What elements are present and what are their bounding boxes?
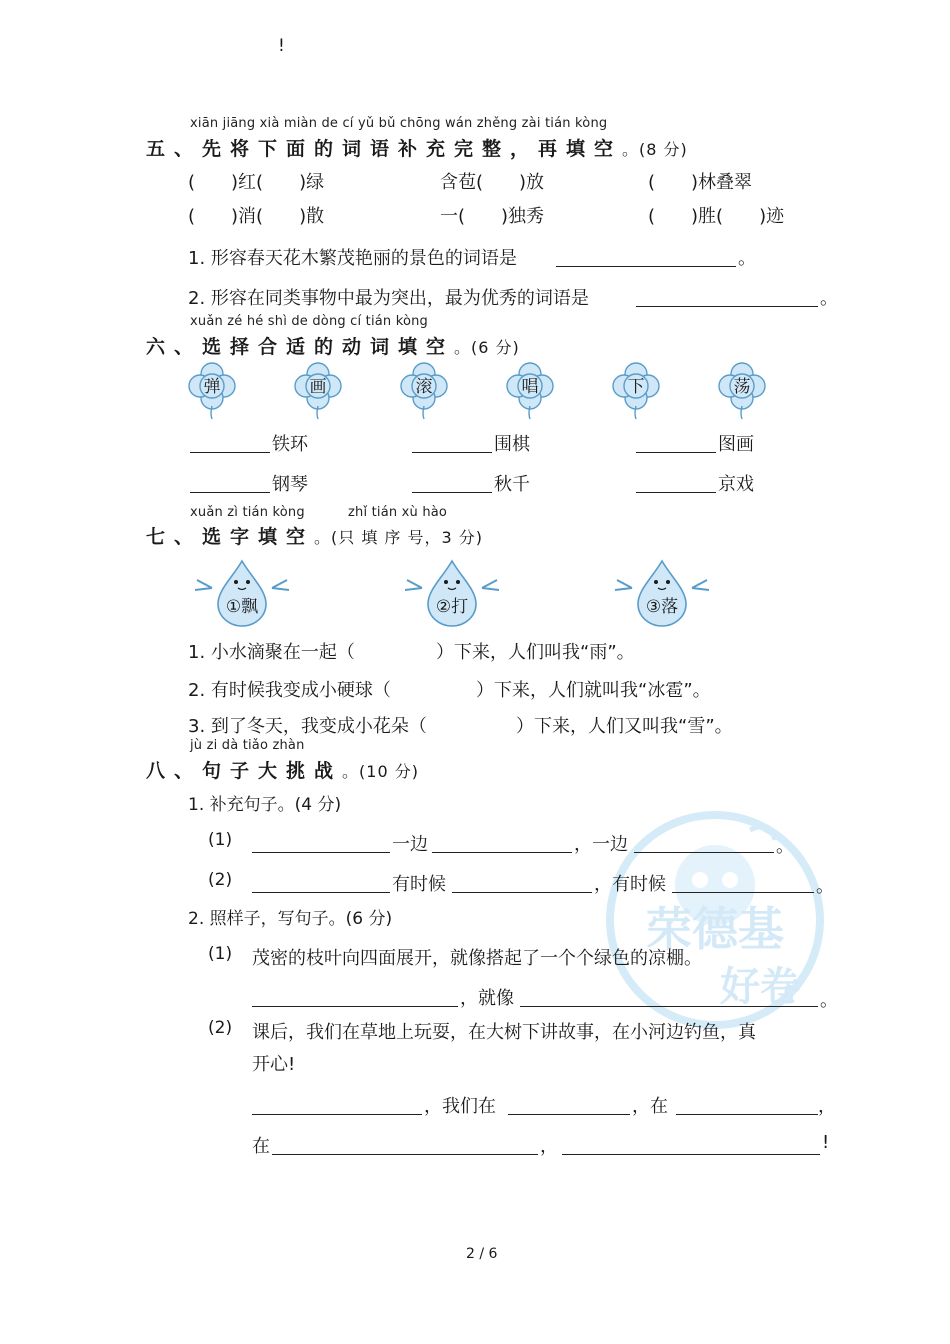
s5-period-1: 。 [738,248,756,269]
s8-ex2-blank-2[interactable] [508,1114,630,1115]
flower-icon-6 [718,362,766,420]
flower-icon-5 [612,362,660,420]
s5-question-1: 1. 形容春天花木繁茂艳丽的景色的词语是 [188,248,517,269]
s5-answer-line-2[interactable] [636,306,818,307]
s8-ex2-blank-3[interactable] [676,1114,818,1115]
section8-pinyin: jù zi dà tiǎo zhàn [190,738,305,753]
s6-blank-r2-1[interactable] [190,492,270,493]
s6-r1-w1: 铁环 [272,434,308,455]
s5-period-2: 。 [820,288,838,309]
s6-r2-w3: 京戏 [718,474,754,495]
flower-2-label: 画 [309,377,327,397]
section6-pinyin: xuǎn zé hé shì de dòng cí tián kòng [190,314,429,329]
section7-heading: 七、选字填空。(只 填 序 号，3 分) [146,526,484,548]
s8-s1-blank-2[interactable] [432,852,572,853]
s5-r1-c3: ( )林叠翠 [648,172,753,193]
s6-blank-r1-3[interactable] [636,452,716,453]
s8-ex2-fill-c: 在 [252,1136,270,1157]
flower-icon-3 [400,362,448,420]
s7-q3-end: ）下来，人们又叫我“雪”。 [516,716,733,737]
s5-r1-c2: 含苞( )放 [440,172,545,193]
stray-mark: ! [278,36,285,56]
s8-ex1-blank-1[interactable] [252,1006,458,1007]
drop-3-label: ③落 [645,597,679,617]
section7-pinyin-2: zhǐ tián xù hào [348,505,448,520]
s7-q1-end: ）下来，人们叫我“雨”。 [436,642,635,663]
flower-icon-1 [188,362,236,420]
section5-pinyin: xiān jiāng xià miàn de cí yǔ bǔ chōng wán zhěng zài tián kòng [190,116,608,131]
drop-1-label: ①飘 [225,597,259,617]
s8-ex1-period: 。 [820,990,838,1011]
s6-blank-r2-3[interactable] [636,492,716,493]
s8-s2-mid2: ，有时候 [594,874,666,895]
raindrop-icon-2 [402,558,502,628]
s8-ex1-num: (1) [208,944,233,964]
section6-heading: 六、选择合适的动词填空。(6 分) [146,336,520,358]
s6-r1-w2: 围棋 [494,434,530,455]
s7-q3-start: 3. 到了冬天，我变成小花朵（ [188,716,427,737]
s8-s1-period: 。 [776,836,794,857]
s6-r2-w1: 钢琴 [272,474,308,495]
s6-blank-r1-2[interactable] [412,452,492,453]
s6-blank-r2-2[interactable] [412,492,492,493]
drop-2-label: ②打 [435,597,469,617]
s5-r1-c1: ( )红( )绿 [188,172,325,193]
raindrop-icon-1 [192,558,292,628]
flower-icon-2 [294,362,342,420]
s8-s2-mid: 有时候 [392,874,446,895]
s7-q2-end: ）下来，人们就叫我“冰雹”。 [476,680,711,701]
s8-s2-num: (2) [208,870,233,890]
flower-6-label: 荡 [733,377,751,397]
s8-sub1: 1. 补充句子。(4 分) [188,795,342,815]
s6-r2-w2: 秋千 [494,474,530,495]
s8-s2-period: 。 [816,876,834,897]
flower-4-label: 唱 [521,377,539,397]
s8-ex2-comma-1: ， [818,1096,836,1117]
s8-ex2-text-1: 课后，我们在草地上玩耍，在大树下讲故事，在小河边钓鱼，真 [252,1022,756,1043]
s8-s1-blank-1[interactable] [252,852,390,853]
s8-ex2-comma-2: ， [540,1136,558,1157]
s6-r1-w3: 图画 [718,434,754,455]
s8-ex2-fill-a: ，我们在 [424,1096,496,1117]
watermark-line2: 好卷 [720,964,800,1010]
s8-ex1-blank-2[interactable] [520,1006,818,1007]
s8-ex2-blank-4[interactable] [272,1154,538,1155]
s5-question-2: 2. 形容在同类事物中最为突出，最为优秀的词语是 [188,288,589,309]
s8-ex2-fill-b: ，在 [632,1096,668,1117]
s8-ex1-text: 茂密的枝叶向四面展开，就像搭起了一个个绿色的凉棚。 [252,948,702,969]
page-number: 2 / 6 [466,1246,498,1262]
section8-heading: 八、句子大挑战。(10 分) [146,760,419,782]
s5-r2-c3: ( )胜( )迹 [648,206,785,227]
s8-s1-num: (1) [208,830,233,850]
s8-ex2-blank-5[interactable] [562,1154,820,1155]
s8-ex2-num: (2) [208,1018,233,1038]
s8-s2-blank-1[interactable] [252,892,390,893]
s7-q2-start: 2. 有时候我变成小硬球（ [188,680,391,701]
s5-r2-c1: ( )消( )散 [188,206,325,227]
raindrop-icon-3 [612,558,712,628]
s8-ex2-exclaim: ! [822,1132,830,1153]
s8-ex2-text-2: 开心! [252,1054,296,1075]
flower-1-label: 弹 [203,377,221,397]
section5-heading: 五、先将下面的词语补充完整，再填空。(8 分) [146,138,688,160]
watermark-logo [600,805,830,1035]
s5-answer-line-1[interactable] [556,266,736,267]
s8-s1-blank-3[interactable] [634,852,774,853]
s8-s2-blank-2[interactable] [452,892,592,893]
s8-ex2-blank-1[interactable] [252,1114,422,1115]
watermark-line1: 荣德基 [646,902,784,956]
s8-s1-mid2: ，一边 [574,834,628,855]
s6-blank-r1-1[interactable] [190,452,270,453]
flower-icon-4 [506,362,554,420]
s5-r2-c2: 一( )独秀 [440,206,545,227]
flower-5-label: 下 [627,377,645,397]
s8-s2-blank-3[interactable] [672,892,814,893]
s7-q1-start: 1. 小水滴聚在一起（ [188,642,355,663]
flower-3-label: 滚 [415,377,433,397]
s8-sub2: 2. 照样子，写句子。(6 分) [188,909,393,929]
s8-ex1-fill: ，就像 [460,988,514,1009]
s8-s1-mid: 一边 [392,834,428,855]
section7-pinyin-1: xuǎn zì tián kòng [190,505,305,520]
